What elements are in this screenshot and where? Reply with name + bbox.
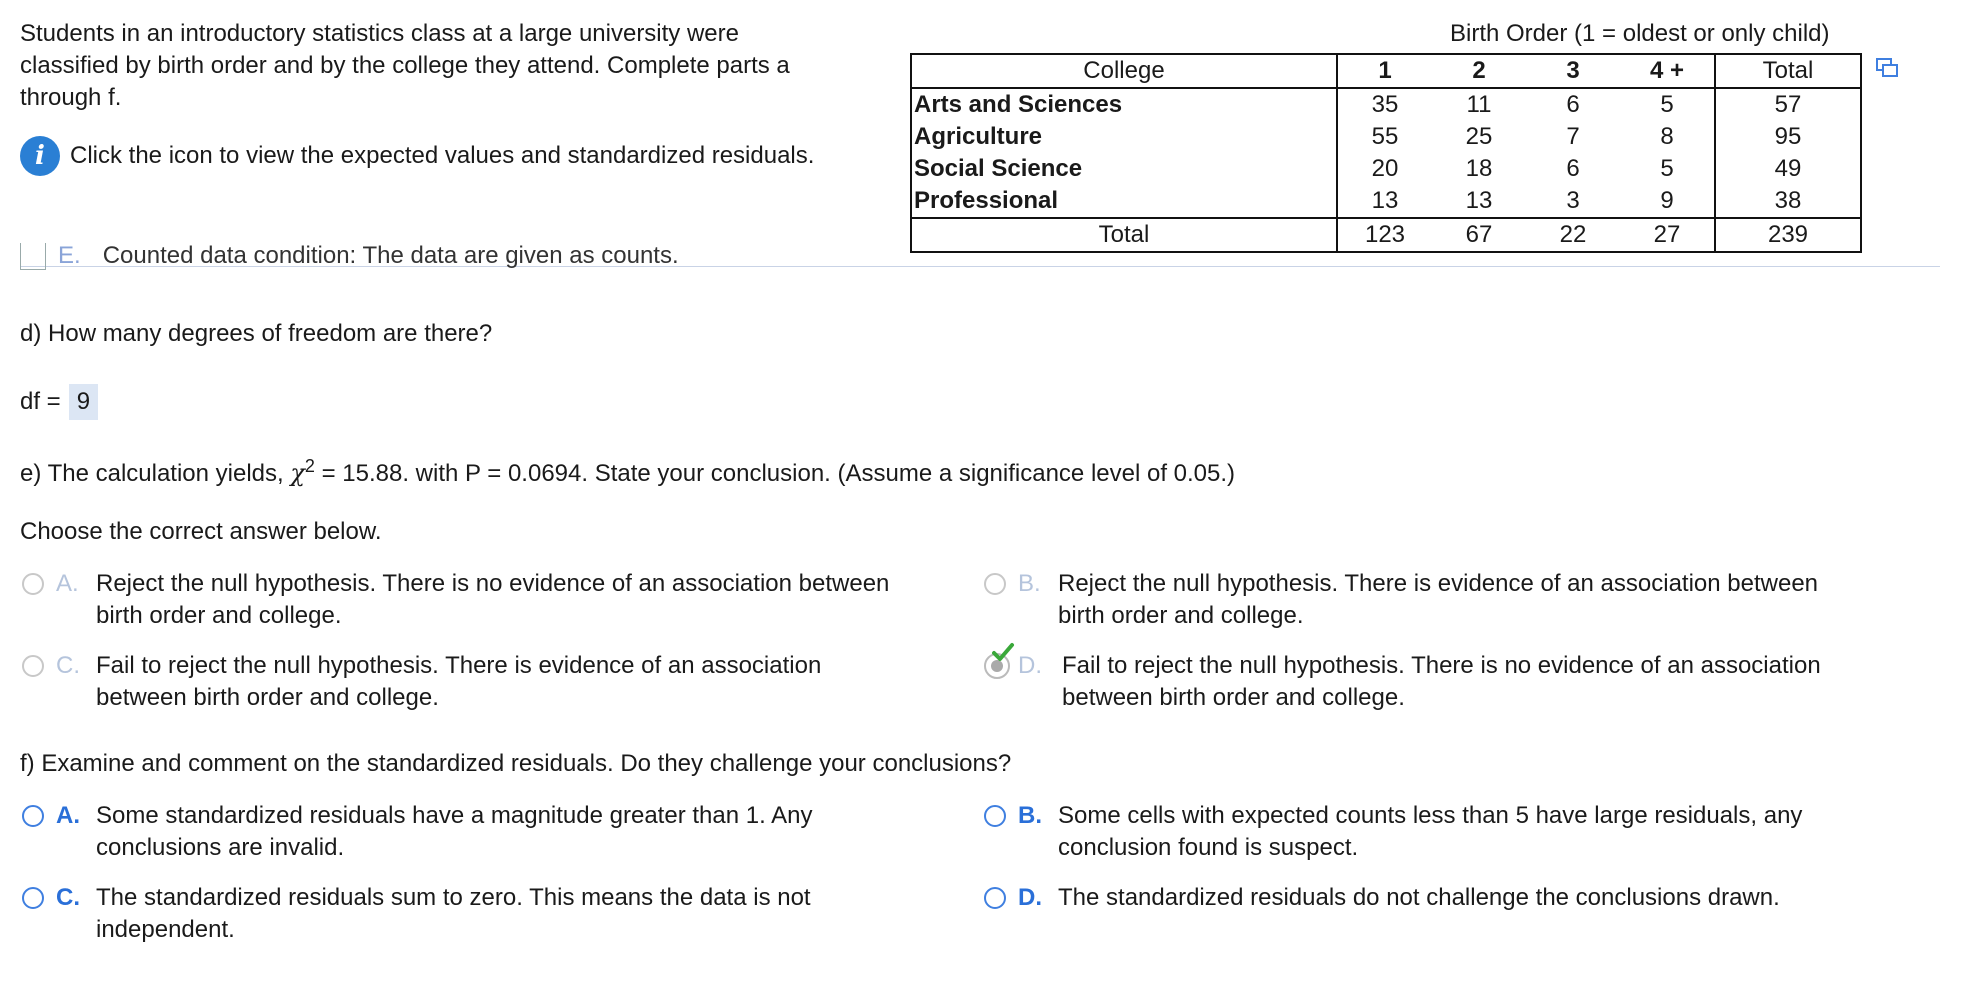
table-header-row bbox=[911, 54, 1861, 88]
row-college: Professional bbox=[911, 185, 1337, 218]
option-text bbox=[1058, 568, 1978, 632]
option-letter: C. bbox=[56, 884, 80, 911]
problem-line: classified by birth order and by the college they attend. Complete parts a bbox=[20, 52, 790, 79]
df-label: df = bbox=[20, 388, 61, 415]
info-text: Click the icon to view the expected values and standardized residuals. bbox=[70, 142, 815, 169]
contingency-table bbox=[910, 53, 1862, 253]
cell: 5 bbox=[1620, 153, 1715, 185]
option-line: Some standardized residuals have a magnitude greater than 1. Any bbox=[96, 802, 813, 829]
option-text: Counted data condition: The data are given as counts. bbox=[102, 242, 679, 269]
option-line: birth order and college. bbox=[1058, 602, 1304, 629]
col-header: 3 bbox=[1526, 54, 1620, 88]
option-f-c[interactable] bbox=[22, 882, 976, 946]
option-e-a[interactable] bbox=[22, 568, 976, 632]
cell: 13 bbox=[1371, 187, 1399, 214]
radio-button[interactable] bbox=[22, 805, 44, 827]
cell: 13 bbox=[1465, 187, 1493, 214]
problem-statement bbox=[20, 18, 900, 114]
cell-grand-total: 239 bbox=[1715, 218, 1861, 252]
choose-instruction: Choose the correct answer below. bbox=[20, 518, 382, 545]
cell: 8 bbox=[1620, 121, 1715, 153]
option-text bbox=[96, 882, 976, 946]
info-icon[interactable]: i bbox=[20, 136, 60, 176]
cell: 35 bbox=[1371, 91, 1399, 118]
option-line: Fail to reject the null hypothesis. There is no evidence of an association bbox=[1062, 652, 1821, 679]
option-line: conclusion found is suspect. bbox=[1058, 834, 1359, 861]
cell: 9 bbox=[1620, 185, 1715, 218]
cell: 20 bbox=[1371, 155, 1399, 182]
cell: 3 bbox=[1566, 187, 1580, 214]
cell-total: 67 bbox=[1432, 218, 1526, 252]
chi-exponent: 2 bbox=[304, 456, 315, 476]
radio-button[interactable] bbox=[22, 655, 44, 677]
total-label: Total bbox=[911, 218, 1337, 252]
college-header: College bbox=[911, 54, 1337, 88]
option-text bbox=[1058, 800, 1978, 864]
checkmark-icon bbox=[992, 643, 1014, 663]
checkbox-icon bbox=[20, 243, 46, 270]
option-text bbox=[1058, 882, 1978, 914]
cell-total: 123 bbox=[1337, 218, 1432, 252]
clipped-option-e bbox=[20, 242, 920, 284]
option-line: independent. bbox=[96, 916, 235, 943]
radio-button-selected[interactable] bbox=[984, 653, 1010, 679]
question-d: d) How many degrees of freedom are there? bbox=[20, 320, 493, 347]
option-line: birth order and college. bbox=[96, 602, 342, 629]
radio-button[interactable] bbox=[22, 887, 44, 909]
question-e bbox=[20, 456, 1235, 488]
problem-line: through f. bbox=[20, 84, 122, 111]
cell-total: 95 bbox=[1715, 121, 1861, 153]
option-f-d[interactable] bbox=[984, 882, 1978, 914]
problem-line: Students in an introductory statistics class at a large university were bbox=[20, 20, 739, 47]
question-f: f) Examine and comment on the standardized residuals. Do they challenge your conclusions? bbox=[20, 750, 1012, 777]
cell-total: 57 bbox=[1715, 88, 1861, 121]
question-e-pre: e) The calculation yields, bbox=[20, 460, 291, 487]
radio-button[interactable] bbox=[984, 887, 1006, 909]
option-e-d[interactable] bbox=[984, 650, 1982, 714]
col-header: 4 + bbox=[1620, 54, 1715, 88]
radio-button[interactable] bbox=[22, 573, 44, 595]
df-answer-row bbox=[20, 384, 98, 420]
df-answer-field[interactable]: 9 bbox=[69, 384, 98, 420]
info-row bbox=[20, 136, 814, 176]
cell-total: 38 bbox=[1715, 185, 1861, 218]
option-line: conclusions are invalid. bbox=[96, 834, 345, 861]
option-letter: C. bbox=[56, 652, 80, 679]
table-row bbox=[911, 153, 1861, 185]
radio-button[interactable] bbox=[984, 805, 1006, 827]
chi-symbol: χ bbox=[290, 459, 305, 487]
table-row bbox=[911, 185, 1861, 218]
option-text bbox=[96, 800, 976, 864]
option-f-a[interactable] bbox=[22, 800, 976, 864]
option-letter: A. bbox=[56, 802, 80, 829]
cell: 55 bbox=[1371, 123, 1399, 150]
option-e-b[interactable] bbox=[984, 568, 1978, 632]
option-letter: E. bbox=[58, 242, 81, 269]
row-college: Agriculture bbox=[911, 121, 1337, 153]
option-letter: B. bbox=[1018, 802, 1042, 829]
option-line: The standardized residuals do not challenge the conclusions drawn. bbox=[1058, 884, 1780, 911]
option-text bbox=[1062, 650, 1982, 714]
question-e-post: = 15.88. with P = 0.0694. State your conclusion. (Assume a significance level of 0.05.) bbox=[314, 460, 1236, 487]
option-line: Reject the null hypothesis. There is no evidence of an association between bbox=[96, 570, 890, 597]
option-line: Reject the null hypothesis. There is evidence of an association between bbox=[1058, 570, 1819, 597]
option-line: between birth order and college. bbox=[96, 684, 439, 711]
option-letter: B. bbox=[1018, 570, 1041, 597]
option-line: Some cells with expected counts less than 5 have large residuals, any bbox=[1058, 802, 1803, 829]
cell: 6 bbox=[1566, 155, 1580, 182]
table-row bbox=[911, 121, 1861, 153]
cell: 7 bbox=[1566, 123, 1580, 150]
cell-total: 49 bbox=[1715, 153, 1861, 185]
cell: 25 bbox=[1465, 123, 1493, 150]
birth-order-header: Birth Order (1 = oldest or only child) bbox=[1450, 20, 1830, 47]
option-line: Fail to reject the null hypothesis. There is evidence of an association bbox=[96, 652, 822, 679]
option-letter: D. bbox=[1018, 884, 1042, 911]
cell: 18 bbox=[1465, 155, 1493, 182]
table-total-row bbox=[911, 218, 1861, 252]
cell-total: 22 bbox=[1526, 218, 1620, 252]
cell: 6 bbox=[1566, 91, 1580, 118]
expand-table-icon[interactable] bbox=[1876, 58, 1898, 78]
row-college: Social Science bbox=[911, 153, 1337, 185]
col-header: 2 bbox=[1432, 54, 1526, 88]
radio-button[interactable] bbox=[984, 573, 1006, 595]
option-f-b[interactable] bbox=[984, 800, 1978, 864]
option-text bbox=[96, 650, 976, 714]
col-header: 1 bbox=[1337, 54, 1432, 88]
row-college: Arts and Sciences bbox=[911, 88, 1337, 121]
cell: 5 bbox=[1620, 88, 1715, 121]
option-line: The standardized residuals sum to zero. This means the data is not bbox=[96, 884, 811, 911]
option-letter: A. bbox=[56, 570, 79, 597]
option-letter: D. bbox=[1018, 652, 1042, 679]
table-row bbox=[911, 88, 1861, 121]
cell-total: 27 bbox=[1620, 218, 1715, 252]
option-line: between birth order and college. bbox=[1062, 684, 1405, 711]
option-text bbox=[96, 568, 976, 632]
cell: 11 bbox=[1466, 91, 1492, 118]
option-e-c[interactable] bbox=[22, 650, 976, 714]
col-header-total: Total bbox=[1715, 54, 1861, 88]
